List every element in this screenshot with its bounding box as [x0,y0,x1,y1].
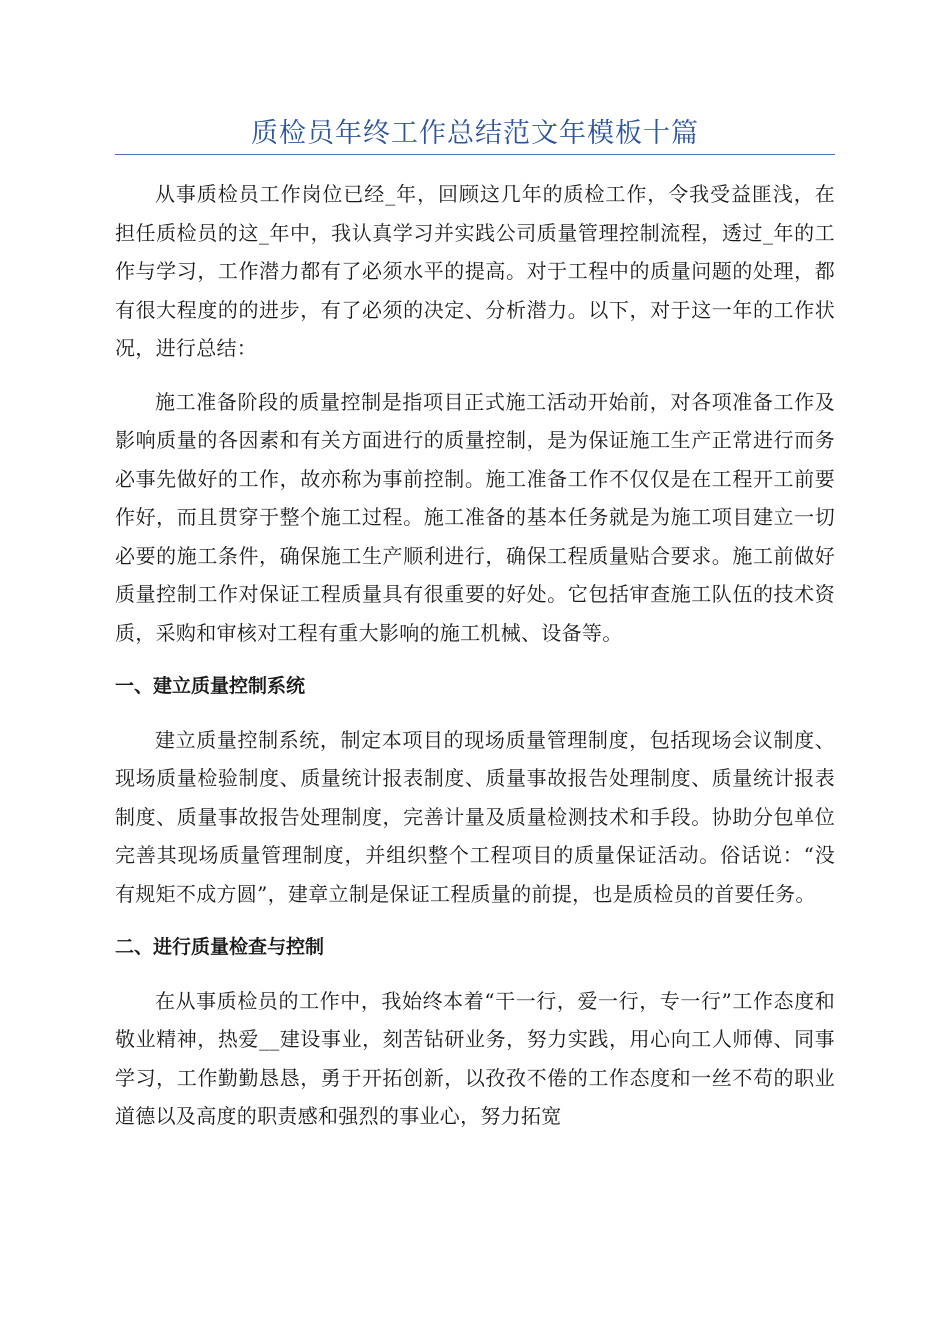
section-heading-1: 一、建立质量控制系统 [115,675,306,697]
section-2-paragraph: 在从事质检员的工作中，我始终本着“干一行，爱一行，专一行”工作态度和敬业精神，热爱__建设事业，刻苦钻研业务，努力实践，用心向工人师傅、同事学习，工作勤勤恳恳，勇于开拓创新，以孜孜不倦的工作态度和一丝不苟的职业道德以及高度的职责感和强烈的事业心，努力拓宽 [115,988,835,1128]
intro-paragraph: 从事质检员工作岗位已经_年，回顾这几年的质检工作，令我受益匪浅，在担任质检员的这_年中，我认真学习并实践公司质量管理控制流程，透过_年的工作与学习，工作潜力都有了必须水平的提高。对于工程中的质量问题的处理，都有很大程度的的进步，有了必须的决定、分析潜力。以下，对于这一年的工作状况，进行总结： [115,182,835,360]
document-body [115,175,835,1151]
document-title: 质检员年终工作总结范文年模板十篇 [251,118,699,149]
title-underline [115,154,835,155]
section-heading-2: 二、进行质量检查与控制 [115,936,325,958]
section-1-paragraph: 建立质量控制系统，制定本项目的现场质量管理制度，包括现场会议制度、现场质量检验制度、质量统计报表制度、质量事故报告处理制度、质量统计报表制度、质量事故报告处理制度，完善计量及质量检测技术和手段。协助分包单位完善其现场质量管理制度，并组织整个工程项目的质量保证活动。俗话说：“没有规矩不成方圆”，建章立制是保证工程质量的前提，也是质检员的首要任务。 [115,727,835,906]
preparation-paragraph: 施工准备阶段的质量控制是指项目正式施工活动开始前，对各项准备工作及影响质量的各因素和有关方面进行的质量控制，是为保证施工生产正常进行而务必事先做好的工作，故亦称为事前控制。施工准备工作不仅仅是在工程开工前要作好，而且贯穿于整个施工过程。施工准备的基本任务就是为施工项目建立一切必要的施工条件，确保施工生产顺利进行，确保工程质量贴合要求。施工前做好质量控制工作对保证工程质量具有很重要的好处。它包括审查施工队伍的技术资质，采购和审核对工程有重大影响的施工机械、设备等。 [115,389,835,645]
